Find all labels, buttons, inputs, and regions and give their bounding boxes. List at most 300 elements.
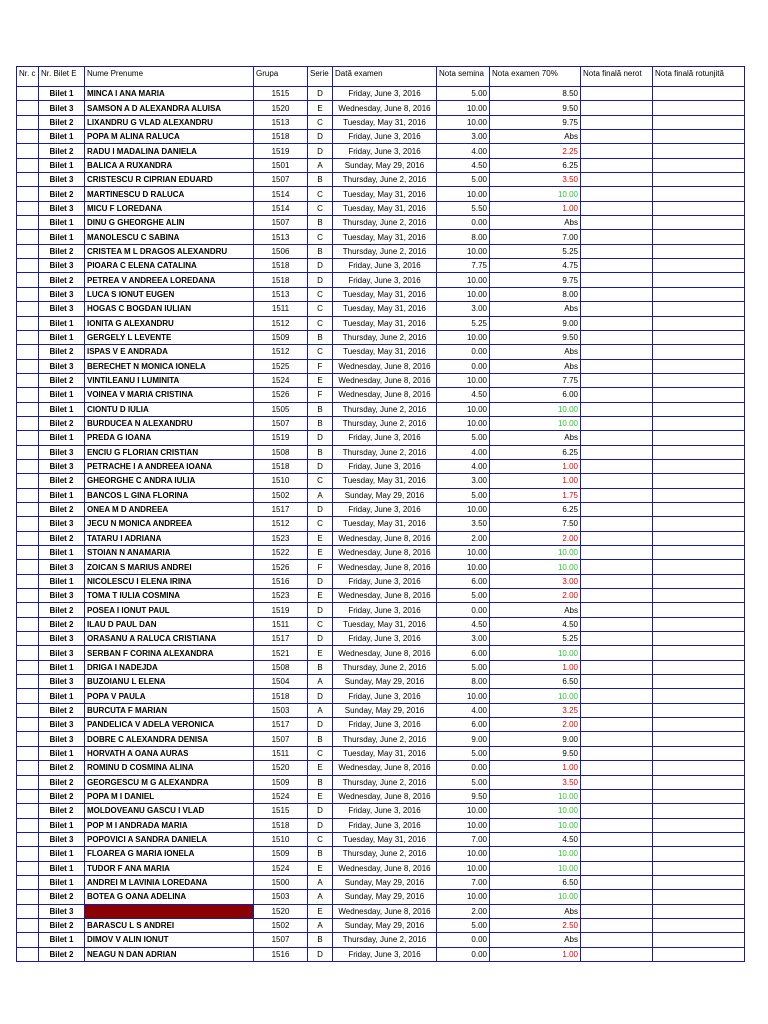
cell-serie[interactable]: F xyxy=(308,560,333,574)
cell-serie[interactable]: F xyxy=(308,388,333,402)
cell-name[interactable]: LIXANDRU G VLAD ALEXANDRU xyxy=(85,115,254,129)
cell-name[interactable]: PIOARA C ELENA CATALINA xyxy=(85,259,254,273)
cell-exam[interactable]: 8.00 xyxy=(490,287,581,301)
cell-final-unrounded[interactable] xyxy=(581,746,653,760)
cell-name[interactable]: POPA M I DANIEL xyxy=(85,789,254,803)
cell-grupa[interactable]: 1520 xyxy=(254,101,308,115)
cell-bilet[interactable]: Bilet 1 xyxy=(39,746,85,760)
cell-final-rounded[interactable] xyxy=(653,832,745,846)
cell-final-rounded[interactable] xyxy=(653,173,745,187)
cell-serie[interactable]: E xyxy=(308,531,333,545)
cell-name[interactable]: BURDUCEA N ALEXANDRU xyxy=(85,416,254,430)
cell-final-unrounded[interactable] xyxy=(581,259,653,273)
cell-bilet[interactable]: Bilet 1 xyxy=(39,488,85,502)
cell-final-rounded[interactable] xyxy=(653,617,745,631)
cell-grupa[interactable]: 1523 xyxy=(254,589,308,603)
cell-date[interactable]: Tuesday, May 31, 2016 xyxy=(333,201,437,215)
cell-nr[interactable] xyxy=(17,804,39,818)
cell-final-unrounded[interactable] xyxy=(581,589,653,603)
cell-exam[interactable]: 10.00 xyxy=(490,402,581,416)
cell-final-unrounded[interactable] xyxy=(581,947,653,961)
cell-nr[interactable] xyxy=(17,789,39,803)
cell-final-rounded[interactable] xyxy=(653,158,745,172)
cell-serie[interactable]: C xyxy=(308,201,333,215)
cell-grupa[interactable]: 1524 xyxy=(254,861,308,875)
cell-date[interactable]: Thursday, June 2, 2016 xyxy=(333,933,437,947)
cell-serie[interactable]: A xyxy=(308,488,333,502)
cell-seminar[interactable]: 10.00 xyxy=(437,101,490,115)
cell-bilet[interactable]: Bilet 1 xyxy=(39,660,85,674)
cell-final-unrounded[interactable] xyxy=(581,216,653,230)
cell-name[interactable]: JECU N MONICA ANDREEA xyxy=(85,517,254,531)
cell-bilet[interactable]: Bilet 2 xyxy=(39,531,85,545)
cell-seminar[interactable]: 0.00 xyxy=(437,359,490,373)
cell-name[interactable]: PETREA V ANDREEA LOREDANA xyxy=(85,273,254,287)
cell-serie[interactable]: C xyxy=(308,316,333,330)
cell-seminar[interactable]: 10.00 xyxy=(437,402,490,416)
cell-grupa[interactable]: 1515 xyxy=(254,87,308,101)
cell-grupa[interactable]: 1511 xyxy=(254,617,308,631)
cell-exam[interactable]: 1.00 xyxy=(490,201,581,215)
cell-final-unrounded[interactable] xyxy=(581,445,653,459)
cell-grupa[interactable]: 1500 xyxy=(254,875,308,889)
cell-date[interactable]: Friday, June 3, 2016 xyxy=(333,259,437,273)
cell-seminar[interactable]: 4.50 xyxy=(437,158,490,172)
cell-exam[interactable]: 6.25 xyxy=(490,502,581,516)
cell-nr[interactable] xyxy=(17,861,39,875)
cell-bilet[interactable]: Bilet 3 xyxy=(39,201,85,215)
cell-seminar[interactable]: 5.50 xyxy=(437,201,490,215)
cell-exam[interactable]: 10.00 xyxy=(490,890,581,904)
cell-final-rounded[interactable] xyxy=(653,244,745,258)
cell-nr[interactable] xyxy=(17,459,39,473)
cell-final-rounded[interactable] xyxy=(653,517,745,531)
cell-date[interactable]: Tuesday, May 31, 2016 xyxy=(333,474,437,488)
cell-name[interactable]: PREDA G IOANA xyxy=(85,431,254,445)
cell-grupa[interactable]: 1518 xyxy=(254,273,308,287)
cell-bilet[interactable]: Bilet 3 xyxy=(39,560,85,574)
cell-serie[interactable]: A xyxy=(308,703,333,717)
cell-bilet[interactable]: Bilet 1 xyxy=(39,330,85,344)
cell-serie[interactable]: B xyxy=(308,775,333,789)
cell-seminar[interactable]: 5.00 xyxy=(437,918,490,932)
cell-final-unrounded[interactable] xyxy=(581,388,653,402)
cell-grupa[interactable]: 1513 xyxy=(254,230,308,244)
cell-final-unrounded[interactable] xyxy=(581,904,653,918)
cell-seminar[interactable]: 4.50 xyxy=(437,388,490,402)
cell-seminar[interactable]: 10.00 xyxy=(437,416,490,430)
cell-bilet[interactable]: Bilet 3 xyxy=(39,287,85,301)
cell-final-unrounded[interactable] xyxy=(581,703,653,717)
cell-serie[interactable]: B xyxy=(308,933,333,947)
cell-exam[interactable]: 6.25 xyxy=(490,158,581,172)
cell-serie[interactable]: C xyxy=(308,474,333,488)
cell-nr[interactable] xyxy=(17,703,39,717)
cell-final-unrounded[interactable] xyxy=(581,488,653,502)
cell-serie[interactable]: A xyxy=(308,890,333,904)
cell-grupa[interactable]: 1509 xyxy=(254,847,308,861)
cell-bilet[interactable]: Bilet 3 xyxy=(39,259,85,273)
cell-serie[interactable]: F xyxy=(308,359,333,373)
cell-seminar[interactable]: 10.00 xyxy=(437,373,490,387)
cell-seminar[interactable]: 9.00 xyxy=(437,732,490,746)
cell-serie[interactable]: E xyxy=(308,861,333,875)
cell-nr[interactable] xyxy=(17,187,39,201)
cell-seminar[interactable]: 3.00 xyxy=(437,302,490,316)
cell-bilet[interactable]: Bilet 2 xyxy=(39,890,85,904)
cell-grupa[interactable]: 1518 xyxy=(254,259,308,273)
cell-name[interactable]: PANDELICA V ADELA VERONICA xyxy=(85,718,254,732)
cell-final-unrounded[interactable] xyxy=(581,617,653,631)
cell-final-rounded[interactable] xyxy=(653,316,745,330)
cell-name[interactable]: DIMOV V ALIN IONUT xyxy=(85,933,254,947)
cell-date[interactable]: Wednesday, June 8, 2016 xyxy=(333,646,437,660)
cell-nr[interactable] xyxy=(17,560,39,574)
cell-seminar[interactable]: 3.00 xyxy=(437,474,490,488)
cell-final-rounded[interactable] xyxy=(653,230,745,244)
cell-final-rounded[interactable] xyxy=(653,345,745,359)
cell-name[interactable]: TUDOR F ANA MARIA xyxy=(85,861,254,875)
cell-bilet[interactable]: Bilet 2 xyxy=(39,373,85,387)
cell-seminar[interactable]: 0.00 xyxy=(437,345,490,359)
cell-nr[interactable] xyxy=(17,517,39,531)
cell-bilet[interactable]: Bilet 2 xyxy=(39,244,85,258)
cell-serie[interactable]: C xyxy=(308,230,333,244)
cell-date[interactable]: Tuesday, May 31, 2016 xyxy=(333,746,437,760)
cell-grupa[interactable]: 1519 xyxy=(254,431,308,445)
cell-grupa[interactable]: 1520 xyxy=(254,904,308,918)
cell-final-unrounded[interactable] xyxy=(581,87,653,101)
cell-name[interactable]: TATARU I ADRIANA xyxy=(85,531,254,545)
cell-bilet[interactable]: Bilet 2 xyxy=(39,187,85,201)
cell-bilet[interactable]: Bilet 1 xyxy=(39,216,85,230)
header-grupa[interactable]: Grupa xyxy=(254,67,308,87)
cell-exam[interactable]: 5.25 xyxy=(490,632,581,646)
cell-final-rounded[interactable] xyxy=(653,875,745,889)
cell-exam[interactable]: Abs xyxy=(490,130,581,144)
cell-exam[interactable]: 9.00 xyxy=(490,316,581,330)
cell-nr[interactable] xyxy=(17,918,39,932)
cell-serie[interactable]: E xyxy=(308,789,333,803)
cell-final-rounded[interactable] xyxy=(653,302,745,316)
cell-date[interactable]: Wednesday, June 8, 2016 xyxy=(333,359,437,373)
cell-nr[interactable] xyxy=(17,115,39,129)
cell-date[interactable]: Sunday, May 29, 2016 xyxy=(333,703,437,717)
cell-grupa[interactable]: 1519 xyxy=(254,144,308,158)
cell-name[interactable]: ILAU D PAUL DAN xyxy=(85,617,254,631)
cell-exam[interactable]: 2.25 xyxy=(490,144,581,158)
cell-grupa[interactable]: 1524 xyxy=(254,373,308,387)
cell-name[interactable]: GHEORGHE C ANDRA IULIA xyxy=(85,474,254,488)
cell-serie[interactable]: B xyxy=(308,216,333,230)
cell-serie[interactable]: E xyxy=(308,589,333,603)
cell-date[interactable]: Thursday, June 2, 2016 xyxy=(333,416,437,430)
cell-bilet[interactable]: Bilet 3 xyxy=(39,173,85,187)
cell-grupa[interactable]: 1513 xyxy=(254,287,308,301)
cell-nr[interactable] xyxy=(17,818,39,832)
cell-seminar[interactable]: 10.00 xyxy=(437,330,490,344)
cell-final-rounded[interactable] xyxy=(653,431,745,445)
cell-serie[interactable]: C xyxy=(308,617,333,631)
cell-exam[interactable]: Abs xyxy=(490,904,581,918)
cell-grupa[interactable]: 1510 xyxy=(254,474,308,488)
cell-seminar[interactable]: 7.75 xyxy=(437,259,490,273)
cell-grupa[interactable]: 1516 xyxy=(254,947,308,961)
cell-final-unrounded[interactable] xyxy=(581,130,653,144)
cell-nr[interactable] xyxy=(17,775,39,789)
cell-nr[interactable] xyxy=(17,359,39,373)
cell-nr[interactable] xyxy=(17,746,39,760)
cell-seminar[interactable]: 4.00 xyxy=(437,144,490,158)
cell-bilet[interactable]: Bilet 1 xyxy=(39,87,85,101)
header-name[interactable]: Nume Prenume xyxy=(85,67,254,87)
cell-final-rounded[interactable] xyxy=(653,416,745,430)
cell-bilet[interactable]: Bilet 1 xyxy=(39,574,85,588)
cell-bilet[interactable]: Bilet 3 xyxy=(39,517,85,531)
cell-name[interactable]: ANDREI M LAVINIA LOREDANA xyxy=(85,875,254,889)
cell-grupa[interactable]: 1519 xyxy=(254,603,308,617)
cell-seminar[interactable]: 8.00 xyxy=(437,230,490,244)
cell-seminar[interactable]: 5.00 xyxy=(437,87,490,101)
cell-nr[interactable] xyxy=(17,502,39,516)
cell-seminar[interactable]: 0.00 xyxy=(437,761,490,775)
cell-serie[interactable]: C xyxy=(308,302,333,316)
cell-final-rounded[interactable] xyxy=(653,402,745,416)
cell-grupa[interactable]: 1504 xyxy=(254,675,308,689)
cell-serie[interactable]: A xyxy=(308,675,333,689)
cell-final-unrounded[interactable] xyxy=(581,517,653,531)
cell-date[interactable]: Tuesday, May 31, 2016 xyxy=(333,517,437,531)
cell-date[interactable]: Wednesday, June 8, 2016 xyxy=(333,388,437,402)
cell-name[interactable]: POPOVICI A SANDRA DANIELA xyxy=(85,832,254,846)
cell-name[interactable]: CIONTU D IULIA xyxy=(85,402,254,416)
cell-final-rounded[interactable] xyxy=(653,287,745,301)
cell-final-unrounded[interactable] xyxy=(581,933,653,947)
cell-nr[interactable] xyxy=(17,330,39,344)
cell-grupa[interactable]: 1508 xyxy=(254,445,308,459)
cell-name[interactable]: HORVATH A OANA AURAS xyxy=(85,746,254,760)
cell-serie[interactable]: C xyxy=(308,517,333,531)
header-final-unrounded[interactable]: Nota finală nerot xyxy=(581,67,653,87)
cell-name[interactable]: TOMA T IULIA COSMINA xyxy=(85,589,254,603)
cell-date[interactable]: Tuesday, May 31, 2016 xyxy=(333,230,437,244)
cell-bilet[interactable]: Bilet 2 xyxy=(39,144,85,158)
cell-bilet[interactable]: Bilet 3 xyxy=(39,359,85,373)
cell-date[interactable]: Thursday, June 2, 2016 xyxy=(333,660,437,674)
cell-final-unrounded[interactable] xyxy=(581,302,653,316)
cell-nr[interactable] xyxy=(17,144,39,158)
cell-final-unrounded[interactable] xyxy=(581,431,653,445)
cell-grupa[interactable]: 1518 xyxy=(254,459,308,473)
cell-grupa[interactable]: 1506 xyxy=(254,244,308,258)
cell-final-rounded[interactable] xyxy=(653,660,745,674)
cell-final-rounded[interactable] xyxy=(653,646,745,660)
cell-final-unrounded[interactable] xyxy=(581,646,653,660)
cell-nr[interactable] xyxy=(17,718,39,732)
cell-date[interactable]: Thursday, June 2, 2016 xyxy=(333,775,437,789)
cell-final-rounded[interactable] xyxy=(653,87,745,101)
cell-exam[interactable]: 10.00 xyxy=(490,861,581,875)
cell-exam[interactable]: 1.75 xyxy=(490,488,581,502)
cell-final-unrounded[interactable] xyxy=(581,158,653,172)
cell-serie[interactable]: E xyxy=(308,646,333,660)
cell-date[interactable]: Sunday, May 29, 2016 xyxy=(333,890,437,904)
cell-seminar[interactable]: 10.00 xyxy=(437,115,490,129)
cell-date[interactable]: Friday, June 3, 2016 xyxy=(333,603,437,617)
cell-final-rounded[interactable] xyxy=(653,761,745,775)
cell-final-unrounded[interactable] xyxy=(581,230,653,244)
cell-serie[interactable]: D xyxy=(308,947,333,961)
cell-final-rounded[interactable] xyxy=(653,861,745,875)
cell-seminar[interactable]: 5.00 xyxy=(437,488,490,502)
cell-exam[interactable]: 2.00 xyxy=(490,718,581,732)
cell-seminar[interactable]: 5.00 xyxy=(437,746,490,760)
cell-final-rounded[interactable] xyxy=(653,144,745,158)
cell-grupa[interactable]: 1507 xyxy=(254,216,308,230)
cell-date[interactable]: Thursday, June 2, 2016 xyxy=(333,445,437,459)
cell-date[interactable]: Friday, June 3, 2016 xyxy=(333,273,437,287)
cell-seminar[interactable]: 9.50 xyxy=(437,789,490,803)
cell-name[interactable]: MOLDOVEANU GASCU I VLAD xyxy=(85,804,254,818)
cell-final-rounded[interactable] xyxy=(653,632,745,646)
cell-final-unrounded[interactable] xyxy=(581,890,653,904)
cell-grupa[interactable]: 1509 xyxy=(254,775,308,789)
cell-nr[interactable] xyxy=(17,761,39,775)
cell-name[interactable]: LUCA S IONUT EUGEN xyxy=(85,287,254,301)
cell-bilet[interactable]: Bilet 3 xyxy=(39,904,85,918)
cell-final-rounded[interactable] xyxy=(653,933,745,947)
cell-date[interactable]: Friday, June 3, 2016 xyxy=(333,431,437,445)
cell-name[interactable] xyxy=(85,904,254,918)
cell-final-unrounded[interactable] xyxy=(581,373,653,387)
cell-final-unrounded[interactable] xyxy=(581,861,653,875)
cell-final-rounded[interactable] xyxy=(653,474,745,488)
cell-seminar[interactable]: 5.00 xyxy=(437,173,490,187)
cell-nr[interactable] xyxy=(17,675,39,689)
cell-final-rounded[interactable] xyxy=(653,531,745,545)
cell-date[interactable]: Tuesday, May 31, 2016 xyxy=(333,316,437,330)
header-seminar[interactable]: Nota semina xyxy=(437,67,490,87)
cell-grupa[interactable]: 1517 xyxy=(254,632,308,646)
cell-grupa[interactable]: 1512 xyxy=(254,345,308,359)
cell-seminar[interactable]: 5.00 xyxy=(437,775,490,789)
cell-serie[interactable]: E xyxy=(308,761,333,775)
cell-name[interactable]: BALICA A RUXANDRA xyxy=(85,158,254,172)
cell-exam[interactable]: 9.75 xyxy=(490,273,581,287)
cell-serie[interactable]: B xyxy=(308,660,333,674)
cell-date[interactable]: Wednesday, June 8, 2016 xyxy=(333,560,437,574)
cell-name[interactable]: STOIAN N ANAMARIA xyxy=(85,546,254,560)
cell-final-rounded[interactable] xyxy=(653,775,745,789)
cell-exam[interactable]: Abs xyxy=(490,431,581,445)
cell-exam[interactable]: 10.00 xyxy=(490,789,581,803)
cell-seminar[interactable]: 8.00 xyxy=(437,675,490,689)
cell-exam[interactable]: 6.25 xyxy=(490,445,581,459)
cell-exam[interactable]: 3.00 xyxy=(490,574,581,588)
cell-serie[interactable]: C xyxy=(308,832,333,846)
cell-seminar[interactable]: 10.00 xyxy=(437,861,490,875)
cell-nr[interactable] xyxy=(17,947,39,961)
cell-name[interactable]: ISPAS V E ANDRADA xyxy=(85,345,254,359)
cell-seminar[interactable]: 2.00 xyxy=(437,904,490,918)
cell-name[interactable]: DINU G GHEORGHE ALIN xyxy=(85,216,254,230)
cell-grupa[interactable]: 1510 xyxy=(254,832,308,846)
cell-grupa[interactable]: 1505 xyxy=(254,402,308,416)
cell-bilet[interactable]: Bilet 2 xyxy=(39,703,85,717)
header-serie[interactable]: Serie xyxy=(308,67,333,87)
cell-seminar[interactable]: 5.25 xyxy=(437,316,490,330)
cell-bilet[interactable]: Bilet 3 xyxy=(39,718,85,732)
cell-nr[interactable] xyxy=(17,574,39,588)
cell-bilet[interactable]: Bilet 3 xyxy=(39,302,85,316)
header-nr[interactable]: Nr. c xyxy=(17,67,39,87)
cell-nr[interactable] xyxy=(17,875,39,889)
cell-serie[interactable]: C xyxy=(308,115,333,129)
cell-name[interactable]: FLOAREA G MARIA IONELA xyxy=(85,847,254,861)
cell-exam[interactable]: 6.00 xyxy=(490,388,581,402)
cell-grupa[interactable]: 1507 xyxy=(254,173,308,187)
cell-name[interactable]: IONITA G ALEXANDRU xyxy=(85,316,254,330)
cell-date[interactable]: Friday, June 3, 2016 xyxy=(333,144,437,158)
cell-exam[interactable]: 9.50 xyxy=(490,330,581,344)
cell-date[interactable]: Tuesday, May 31, 2016 xyxy=(333,287,437,301)
cell-final-unrounded[interactable] xyxy=(581,832,653,846)
cell-name[interactable]: MICU F LOREDANA xyxy=(85,201,254,215)
cell-final-rounded[interactable] xyxy=(653,259,745,273)
cell-grupa[interactable]: 1515 xyxy=(254,804,308,818)
cell-grupa[interactable]: 1518 xyxy=(254,130,308,144)
cell-grupa[interactable]: 1503 xyxy=(254,890,308,904)
cell-date[interactable]: Friday, June 3, 2016 xyxy=(333,947,437,961)
cell-final-rounded[interactable] xyxy=(653,502,745,516)
cell-exam[interactable]: Abs xyxy=(490,359,581,373)
cell-date[interactable]: Friday, June 3, 2016 xyxy=(333,818,437,832)
cell-final-rounded[interactable] xyxy=(653,689,745,703)
cell-grupa[interactable]: 1502 xyxy=(254,918,308,932)
cell-seminar[interactable]: 2.00 xyxy=(437,531,490,545)
cell-bilet[interactable]: Bilet 2 xyxy=(39,789,85,803)
cell-bilet[interactable]: Bilet 1 xyxy=(39,875,85,889)
cell-nr[interactable] xyxy=(17,890,39,904)
cell-serie[interactable]: E xyxy=(308,101,333,115)
cell-exam[interactable]: 10.00 xyxy=(490,187,581,201)
cell-seminar[interactable]: 4.00 xyxy=(437,459,490,473)
cell-nr[interactable] xyxy=(17,431,39,445)
cell-serie[interactable]: E xyxy=(308,546,333,560)
cell-serie[interactable]: D xyxy=(308,818,333,832)
cell-nr[interactable] xyxy=(17,230,39,244)
cell-seminar[interactable]: 10.00 xyxy=(437,244,490,258)
cell-exam[interactable]: 2.00 xyxy=(490,589,581,603)
cell-date[interactable]: Tuesday, May 31, 2016 xyxy=(333,302,437,316)
cell-nr[interactable] xyxy=(17,646,39,660)
cell-nr[interactable] xyxy=(17,130,39,144)
cell-serie[interactable]: C xyxy=(308,746,333,760)
cell-grupa[interactable]: 1514 xyxy=(254,201,308,215)
cell-grupa[interactable]: 1507 xyxy=(254,732,308,746)
cell-final-rounded[interactable] xyxy=(653,445,745,459)
cell-grupa[interactable]: 1526 xyxy=(254,388,308,402)
cell-nr[interactable] xyxy=(17,316,39,330)
cell-name[interactable]: ORASANU A RALUCA CRISTIANA xyxy=(85,632,254,646)
cell-final-rounded[interactable] xyxy=(653,488,745,502)
cell-final-rounded[interactable] xyxy=(653,115,745,129)
cell-grupa[interactable]: 1509 xyxy=(254,330,308,344)
cell-final-unrounded[interactable] xyxy=(581,345,653,359)
cell-final-unrounded[interactable] xyxy=(581,603,653,617)
cell-date[interactable]: Tuesday, May 31, 2016 xyxy=(333,115,437,129)
cell-bilet[interactable]: Bilet 2 xyxy=(39,617,85,631)
